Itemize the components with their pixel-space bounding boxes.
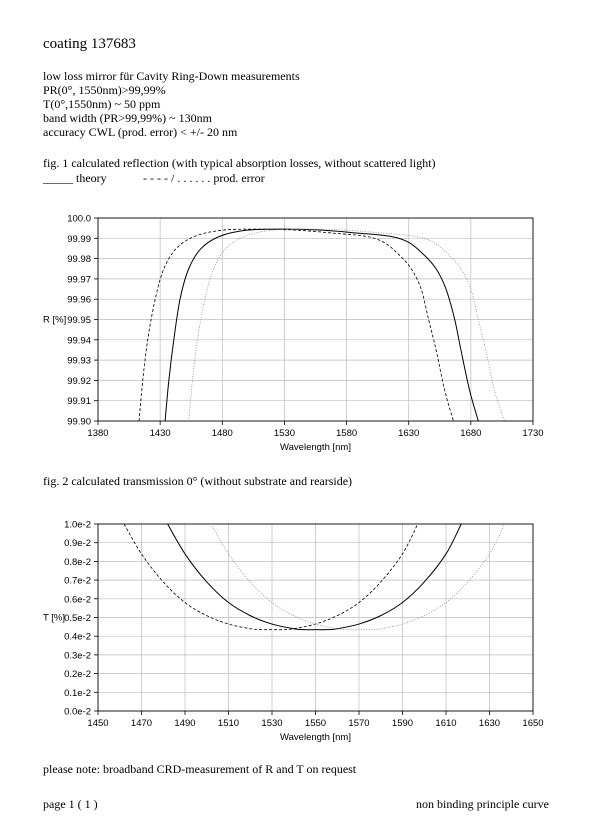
- transmission-ytick-label: 1.0e-2: [64, 519, 91, 531]
- transmission-ytick-label: 0.6e-2: [64, 594, 91, 606]
- spec-line-description: low loss mirror für Cavity Ring-Down measurements: [43, 69, 300, 83]
- reflection-xtick-label: 1380: [87, 428, 109, 439]
- legend-prod-error: - - - - / . . . . . . prod. error: [143, 171, 265, 185]
- transmission-xtick-label: 1510: [217, 718, 240, 729]
- reflection-ytick-label: 99.98: [67, 254, 91, 266]
- transmission-ytick-label: 0.1e-2: [64, 687, 91, 699]
- fig2-caption: fig. 2 calculated transmission 0° (without substrate and rearside): [43, 474, 353, 488]
- transmission-xlabel: Wavelength [nm]: [280, 732, 351, 743]
- spec-line-accuracy: accuracy CWL (prod. error) < +/- 20 nm: [43, 125, 238, 139]
- reflection-xtick-label: 1530: [273, 428, 295, 439]
- transmission-ytick-label: 0.5e-2: [64, 613, 91, 624]
- transmission-series-dashed: [124, 524, 418, 630]
- reflection-xlabel: Wavelength [nm]: [280, 442, 351, 453]
- reflection-ytick-label: 99.94: [67, 335, 91, 347]
- reflection-ytick-label: 100.0: [67, 213, 91, 225]
- transmission-xtick-label: 1610: [435, 718, 457, 729]
- transmission-xtick-label: 1630: [478, 718, 501, 729]
- transmission-ytick-label: 0.8e-2: [64, 556, 91, 568]
- reflection-ytick-label: 99.97: [67, 274, 91, 286]
- reflection-xtick-label: 1580: [336, 428, 358, 439]
- transmission-xtick-label: 1450: [87, 718, 109, 729]
- transmission-xtick-label: 1530: [261, 718, 283, 729]
- reflection-xtick-label: 1430: [149, 428, 171, 439]
- reflection-ytick-label: 99.96: [67, 294, 91, 306]
- reflection-ytick-label: 99.95: [67, 315, 91, 326]
- transmission-xtick-label: 1470: [130, 718, 153, 729]
- transmission-ytick-label: 0.0e-2: [64, 706, 91, 718]
- reflection-ylabel: R [%]: [43, 314, 67, 326]
- transmission-ytick-label: 0.3e-2: [64, 650, 91, 662]
- transmission-ytick-label: 0.2e-2: [64, 669, 91, 681]
- transmission-series-solid: [168, 524, 462, 630]
- transmission-xtick-label: 1570: [348, 718, 370, 729]
- reflection-xtick-label: 1480: [211, 428, 233, 439]
- transmission-xtick-label: 1490: [174, 718, 196, 729]
- page-number: page 1 ( 1 ): [43, 797, 98, 811]
- transmission-xtick-label: 1590: [391, 718, 414, 729]
- reflection-ytick-label: 99.92: [67, 375, 91, 387]
- transmission-ylabel: T [%]: [43, 612, 65, 624]
- reflection-ytick-label: 99.93: [67, 355, 91, 367]
- request-note: please note: broadband CRD-measurement of R and T on request: [43, 762, 357, 776]
- reflection-xtick-label: 1680: [460, 428, 482, 439]
- transmission-series-dotted: [211, 524, 505, 630]
- reflection-ytick-label: 99.99: [67, 233, 91, 245]
- reflection-ytick-label: 99.90: [67, 416, 91, 428]
- disclaimer: non binding principle curve: [416, 797, 549, 811]
- spec-line-bandwidth: band width (PR>99,99%) ~ 130nm: [43, 111, 212, 125]
- spec-line-reflection: PR(0°, 1550nm)>99,99%: [43, 83, 166, 97]
- reflection-xtick-label: 1630: [398, 428, 420, 439]
- transmission-xtick-label: 1550: [304, 718, 327, 729]
- legend-theory: _____ theory: [43, 171, 107, 185]
- reflection-ytick-label: 99.91: [67, 396, 91, 408]
- document-title: coating 137683: [43, 36, 136, 52]
- fig1-caption: fig. 1 calculated reflection (with typical absorption losses, without scattered light): [43, 156, 436, 170]
- transmission-xtick-label: 1650: [522, 718, 544, 729]
- reflection-xtick-label: 1730: [522, 428, 544, 439]
- transmission-ytick-label: 0.4e-2: [64, 631, 91, 643]
- transmission-ytick-label: 0.9e-2: [64, 538, 91, 550]
- transmission-ytick-label: 0.7e-2: [64, 575, 91, 587]
- spec-line-transmission: T(0°,1550nm) ~ 50 ppm: [43, 97, 161, 111]
